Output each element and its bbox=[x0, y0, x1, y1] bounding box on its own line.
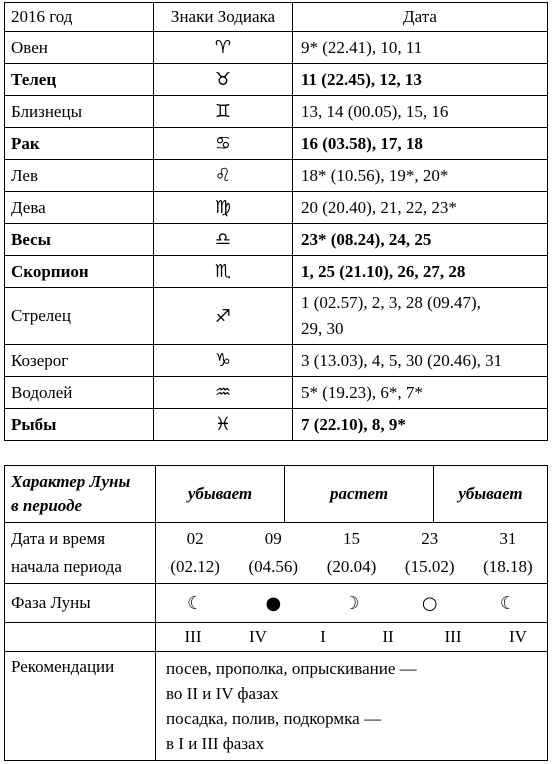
date-header: Дата bbox=[293, 3, 548, 32]
zodiac-symbol-icon: ♑ bbox=[154, 345, 293, 377]
moon-quarter: IV bbox=[249, 627, 267, 646]
zodiac-sign-name: Рак bbox=[5, 128, 154, 160]
moon-dates-grid bbox=[156, 525, 547, 581]
moon-phase-label: Фаза Луны bbox=[5, 584, 156, 623]
zodiac-dates-line: 1 (02.57), 2, 3, 28 (09.47), bbox=[301, 293, 481, 312]
zodiac-sign-name: Стрелец bbox=[5, 288, 154, 345]
recommendation-line: посадка, полив, подкормка — bbox=[166, 709, 381, 728]
moon-phase-row bbox=[5, 584, 548, 623]
zodiac-dates: 11 (22.45), 12, 13 bbox=[293, 64, 548, 96]
moon-character-label-line2: в периоде bbox=[11, 496, 83, 515]
zodiac-sign-name: Козерог bbox=[5, 345, 154, 377]
zodiac-symbol-icon: ♍ bbox=[154, 192, 293, 224]
moon-date-5 bbox=[469, 525, 547, 581]
recommendations-text bbox=[156, 652, 548, 761]
zodiac-body bbox=[5, 32, 548, 441]
moon-date-day: 15 bbox=[343, 529, 360, 548]
date-time-label bbox=[5, 523, 156, 584]
zodiac-symbol-icon: ♉ bbox=[154, 64, 293, 96]
moon-quarter-label-empty bbox=[5, 623, 156, 652]
period-waxing: растет bbox=[285, 466, 434, 523]
moon-quarter: III bbox=[184, 627, 202, 646]
zodiac-sign-name: Водолей bbox=[5, 377, 154, 409]
recommendation-line: во II и IV фазах bbox=[166, 684, 279, 703]
zodiac-symbol-icon: ♋ bbox=[154, 128, 293, 160]
year-header: 2016 год bbox=[5, 3, 154, 32]
zodiac-dates: 20 (20.40), 21, 22, 23* bbox=[293, 192, 548, 224]
zodiac-dates: 5* (19.23), 6*, 7* bbox=[293, 377, 548, 409]
moon-character-label-line1: Характер Луны bbox=[11, 472, 131, 491]
zodiac-row bbox=[5, 224, 548, 256]
moon-date-day: 23 bbox=[421, 529, 439, 548]
recommendation-line: в I и III фазах bbox=[166, 734, 265, 753]
zodiac-symbol-icon: ♈ bbox=[154, 32, 293, 64]
zodiac-symbol-icon: ♌ bbox=[154, 160, 293, 192]
zodiac-dates bbox=[293, 288, 548, 345]
zodiac-row bbox=[5, 409, 548, 441]
zodiac-sign-name: Скорпион bbox=[5, 256, 154, 288]
waning-crescent-icon: ☾ bbox=[187, 592, 204, 614]
moon-quarter-list bbox=[156, 627, 547, 647]
moon-date-day: 09 bbox=[264, 529, 282, 548]
zodiac-row bbox=[5, 64, 548, 96]
zodiac-sign-name: Рыбы bbox=[5, 409, 154, 441]
zodiac-dates: 3 (13.03), 4, 5, 30 (20.46), 31 bbox=[293, 345, 548, 377]
moon-date-3 bbox=[312, 525, 390, 581]
period-waning-1: убывает bbox=[156, 466, 285, 523]
zodiac-row bbox=[5, 128, 548, 160]
zodiac-dates: 7 (22.10), 8, 9* bbox=[293, 409, 548, 441]
zodiac-row bbox=[5, 256, 548, 288]
recommendation-line: посев, прополка, опрыскивание — bbox=[166, 659, 417, 678]
period-waning-2: убывает bbox=[434, 466, 548, 523]
new-moon-icon: ● bbox=[265, 592, 282, 614]
zodiac-dates: 9* (22.41), 10, 11 bbox=[293, 32, 548, 64]
moon-quarter-row bbox=[5, 623, 548, 652]
zodiac-symbol-icon: ♎ bbox=[154, 224, 293, 256]
moon-dates-cell bbox=[156, 523, 548, 584]
zodiac-dates: 16 (03.58), 17, 18 bbox=[293, 128, 548, 160]
zodiac-dates-line: 29, 30 bbox=[301, 319, 344, 338]
zodiac-row bbox=[5, 288, 548, 345]
waxing-crescent-icon: ☽ bbox=[343, 592, 360, 614]
zodiac-sign-name: Дева bbox=[5, 192, 154, 224]
moon-quarter: I bbox=[320, 627, 326, 646]
moon-quarter-cell bbox=[156, 623, 548, 652]
moon-date-time: (15.02) bbox=[404, 557, 455, 576]
moon-date-2 bbox=[234, 525, 312, 581]
zodiac-symbol-icon: ♓ bbox=[154, 409, 293, 441]
zodiac-row bbox=[5, 96, 548, 128]
zodiac-row bbox=[5, 32, 548, 64]
zodiac-row bbox=[5, 377, 548, 409]
moon-quarter: II bbox=[382, 627, 394, 646]
zodiac-symbol-icon: ♏ bbox=[154, 256, 293, 288]
full-moon-icon: ○ bbox=[421, 592, 438, 614]
moon-date-time: (04.56) bbox=[248, 557, 299, 576]
date-time-label-line1: Дата и время bbox=[11, 529, 106, 548]
zodiac-symbol-icon: ♐ bbox=[154, 288, 293, 345]
zodiac-dates: 18* (10.56), 19*, 20* bbox=[293, 160, 548, 192]
moon-character-row bbox=[5, 466, 548, 523]
moon-dates-row bbox=[5, 523, 548, 584]
zodiac-symbol-icon: ♒ bbox=[154, 377, 293, 409]
moon-quarter: IV bbox=[509, 627, 527, 646]
moon-phase-grid bbox=[156, 593, 547, 614]
zodiac-symbol-icon: ♊ bbox=[154, 96, 293, 128]
waning-crescent-icon: ☾ bbox=[499, 592, 516, 614]
zodiac-row bbox=[5, 192, 548, 224]
zodiac-dates: 1, 25 (21.10), 26, 27, 28 bbox=[293, 256, 548, 288]
zodiac-dates: 23* (08.24), 24, 25 bbox=[293, 224, 548, 256]
moon-phase-cell bbox=[156, 584, 548, 623]
moon-date-1 bbox=[156, 525, 234, 581]
moon-date-day: 02 bbox=[186, 529, 204, 548]
recommendations-row bbox=[5, 652, 548, 761]
moon-date-day: 31 bbox=[499, 529, 517, 548]
moon-date-4 bbox=[391, 525, 469, 581]
moon-character-label bbox=[5, 466, 156, 523]
moon-table bbox=[4, 465, 548, 761]
zodiac-sign-name: Овен bbox=[5, 32, 154, 64]
moon-date-time: (20.04) bbox=[326, 557, 377, 576]
zodiac-sign-name: Близнецы bbox=[5, 96, 154, 128]
moon-date-time: (18.18) bbox=[483, 557, 533, 576]
zodiac-sign-name: Телец bbox=[5, 64, 154, 96]
zodiac-table bbox=[4, 2, 548, 441]
date-time-label-line2: начала периода bbox=[11, 557, 122, 576]
zodiac-header-row bbox=[5, 3, 548, 32]
zodiac-sign-name: Лев bbox=[5, 160, 154, 192]
recommendations-label: Рекомендации bbox=[5, 652, 156, 761]
moon-quarter: III bbox=[444, 627, 462, 646]
zodiac-dates: 13, 14 (00.05), 15, 16 bbox=[293, 96, 548, 128]
zodiac-sign-header: Знаки Зодиака bbox=[154, 3, 293, 32]
zodiac-sign-name: Весы bbox=[5, 224, 154, 256]
zodiac-row bbox=[5, 345, 548, 377]
zodiac-row bbox=[5, 160, 548, 192]
moon-date-time: (02.12) bbox=[170, 557, 220, 576]
